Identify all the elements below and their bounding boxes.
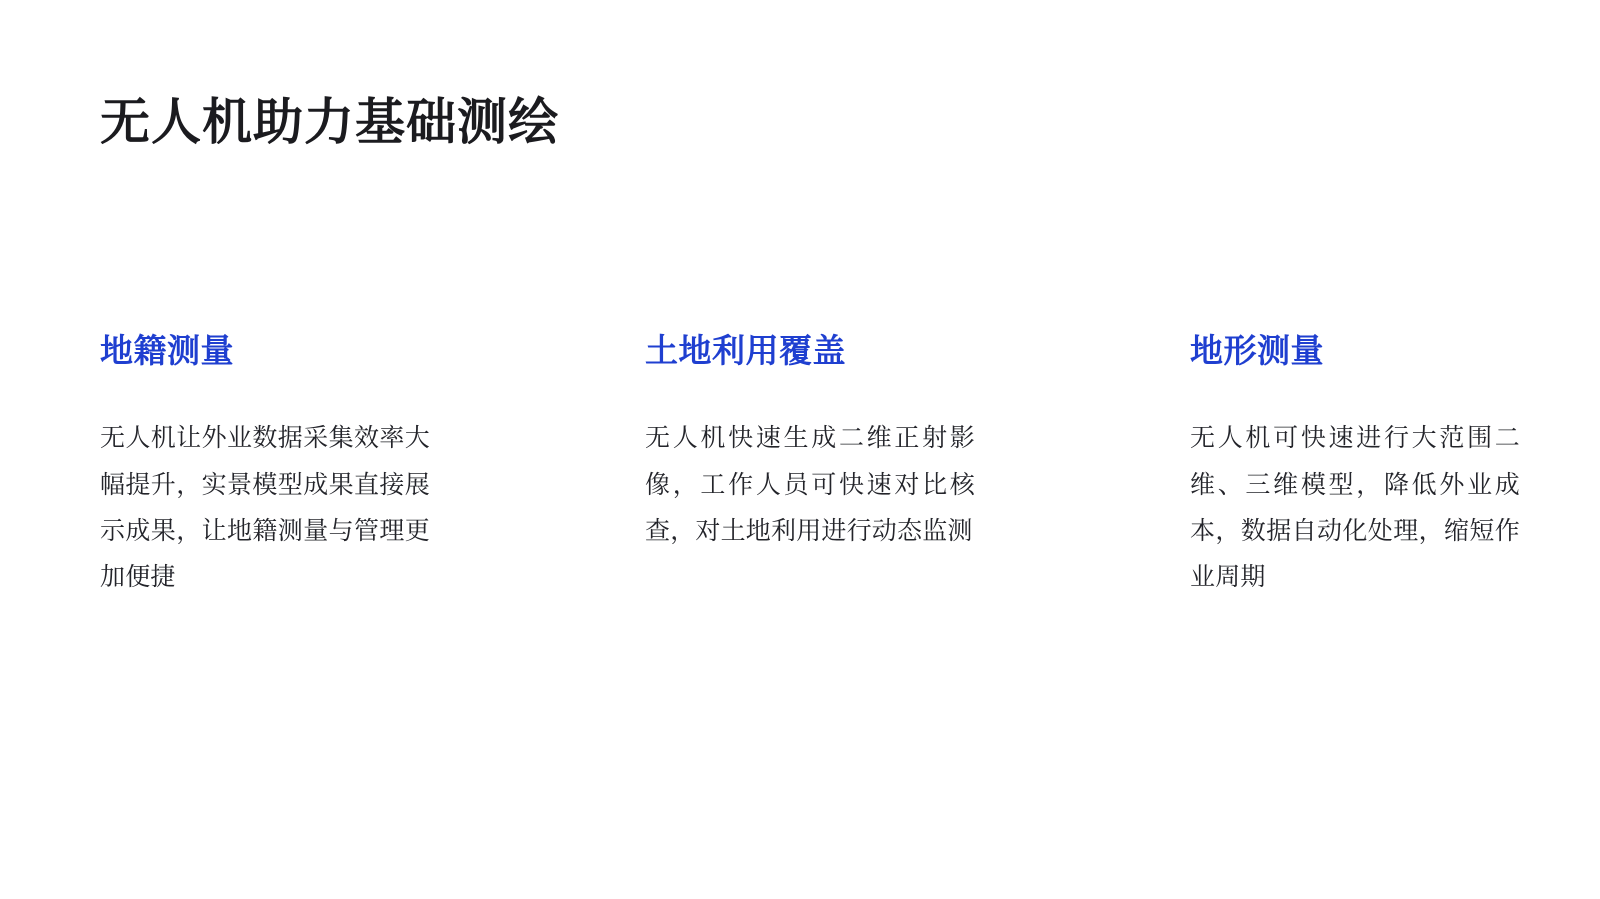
column-heading: 地形测量 — [1190, 332, 1324, 369]
page-title: 无人机助力基础测绘 — [100, 94, 559, 150]
feature-columns — [100, 330, 1520, 600]
column-body-text: 无人机快速生成二维正射影像，工作人员可快速对比核查，对土地利用进行动态监测 — [645, 424, 975, 545]
column-body-text: 无人机让外业数据采集效率大幅提升，实景模型成果直接展示成果，让地籍测量与管理更加便捷 — [100, 424, 430, 591]
feature-column-cadastral-survey — [100, 330, 430, 600]
feature-column-land-use-coverage — [645, 330, 975, 554]
column-heading: 地籍测量 — [100, 332, 234, 369]
column-body-text: 无人机可快速进行大范围二维、三维模型，降低外业成本，数据自动化处理，缩短作业周期 — [1190, 424, 1520, 591]
feature-column-topographic-survey — [1190, 330, 1520, 600]
column-heading: 土地利用覆盖 — [645, 332, 846, 369]
